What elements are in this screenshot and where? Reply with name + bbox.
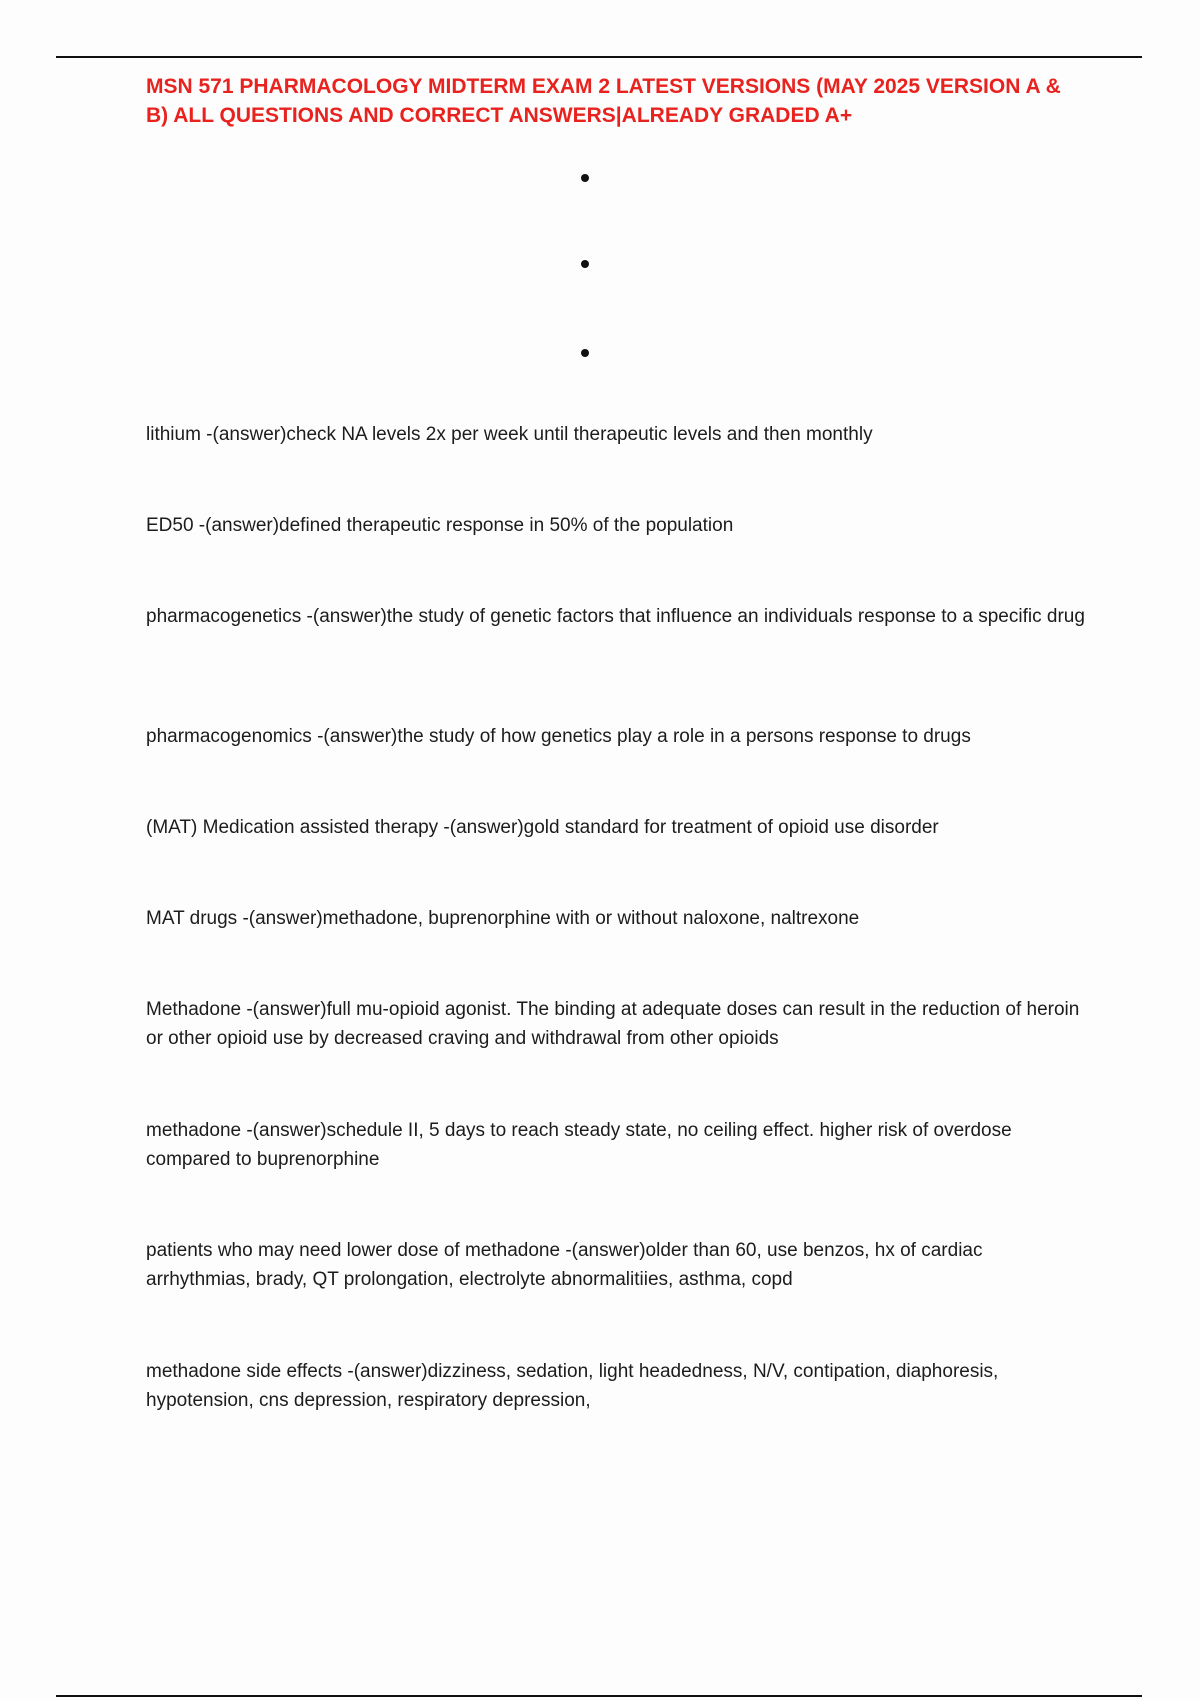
qa-entry: methadone -(answer)schedule II, 5 days to reach steady state, no ceiling effect. higher risk of overdose compared to buprenorphine [146, 1120, 1012, 1170]
bottom-rule [56, 1695, 1142, 1697]
qa-entry: patients who may need lower dose of methadone -(answer)older than 60, use benzos, hx of cardiac arrhythmias, brady, QT prolongation, electrolyte abnormalitiies, asthma, copd [146, 1240, 983, 1290]
qa-entry: pharmacogenetics -(answer)the study of genetic factors that influence an individuals response to a specific drug [146, 606, 1085, 627]
qa-entry: MAT drugs -(answer)methadone, buprenorphine with or without naloxone, naltrexone [146, 908, 860, 929]
qa-entry: ED50 -(answer)defined therapeutic response in 50% of the population [146, 515, 734, 536]
qa-entry: pharmacogenomics -(answer)the study of how genetics play a role in a persons response to drugs [146, 726, 971, 747]
bullet-dot [581, 349, 589, 357]
qa-entry: lithium -(answer)check NA levels 2x per week until therapeutic levels and then monthly [146, 424, 873, 445]
qa-entry: (MAT) Medication assisted therapy -(answer)gold standard for treatment of opioid use disorder [146, 817, 939, 838]
bullet-dot [581, 260, 589, 268]
bullet-dot [581, 174, 589, 182]
qa-entry: Methadone -(answer)full mu-opioid agonist. The binding at adequate doses can result in the reduction of heroin or other opioid use by decreased craving and withdrawal from other opioids [146, 999, 1080, 1049]
document-title: MSN 571 PHARMACOLOGY MIDTERM EXAM 2 LATEST VERSIONS (MAY 2025 VERSION A & B) ALL QUESTIONS AND CORRECT ANSWERS|ALREADY GRADED A+ [146, 75, 1061, 127]
top-rule [56, 56, 1142, 58]
qa-entry: methadone side effects -(answer)dizziness, sedation, light headedness, N/V, contipation, diaphoresis, hypotension, cns depression, respiratory depression, [146, 1361, 999, 1411]
